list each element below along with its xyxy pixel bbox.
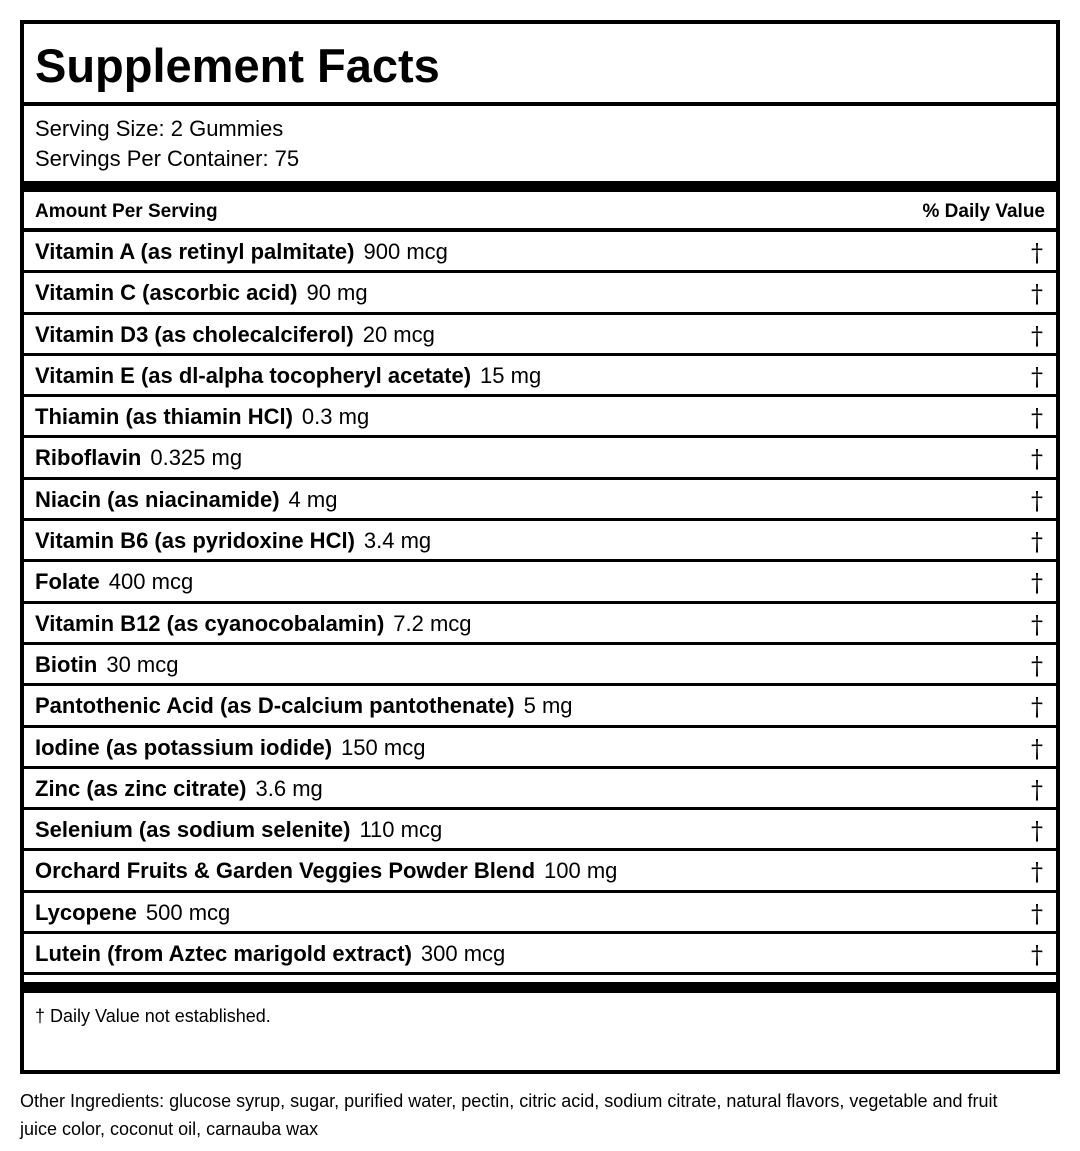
nutrient-row bbox=[24, 645, 1056, 686]
nutrient-amount: 100 mg bbox=[544, 858, 618, 884]
amount-per-serving-header: Amount Per Serving bbox=[35, 201, 218, 222]
daily-value-dagger: † bbox=[1031, 734, 1043, 763]
daily-value-dagger: † bbox=[1031, 486, 1043, 515]
daily-value-dagger: † bbox=[1031, 528, 1043, 557]
nutrient-amount: 150 mcg bbox=[341, 734, 426, 760]
nutrient-name: Folate bbox=[35, 569, 100, 595]
nutrient-amount: 0.325 mg bbox=[150, 445, 243, 471]
nutrient-row bbox=[24, 934, 1056, 975]
nutrient-label bbox=[35, 941, 505, 967]
panel-title: Supplement Facts bbox=[35, 39, 440, 92]
nutrient-name: Biotin bbox=[35, 651, 98, 677]
nutrient-row bbox=[24, 315, 1056, 356]
daily-value-dagger: † bbox=[1031, 941, 1043, 970]
nutrient-row bbox=[24, 769, 1056, 810]
supplement-facts-panel bbox=[20, 20, 1060, 1074]
nutrient-amount: 5 mg bbox=[523, 693, 573, 719]
daily-value-dagger: † bbox=[1031, 362, 1043, 391]
nutrient-label bbox=[35, 404, 369, 430]
divider bbox=[24, 102, 1056, 106]
daily-value-dagger: † bbox=[1031, 899, 1043, 928]
daily-value-dagger: † bbox=[1031, 239, 1043, 267]
nutrient-amount: 0.3 mg bbox=[301, 404, 370, 430]
nutrient-row bbox=[24, 851, 1056, 892]
nutrient-name: Vitamin B6 (as pyridoxine HCl) bbox=[35, 528, 355, 554]
nutrient-amount: 20 mcg bbox=[362, 321, 435, 347]
nutrient-label bbox=[35, 528, 431, 554]
nutrient-row bbox=[24, 810, 1056, 851]
nutrient-label bbox=[35, 652, 178, 678]
nutrient-row bbox=[24, 273, 1056, 314]
nutrient-label bbox=[35, 239, 448, 265]
nutrient-row bbox=[24, 356, 1056, 397]
nutrient-row bbox=[24, 397, 1056, 438]
serving-size: Serving Size: 2 Gummies bbox=[35, 116, 284, 141]
nutrient-label bbox=[35, 487, 337, 513]
nutrient-row bbox=[24, 893, 1056, 934]
other-ingredients: Other Ingredients: glucose syrup, sugar, purified water, pectin, citric acid, sodium citrate, natural flavors, vegetable and fruit juice color, coconut oil, carnauba wax bbox=[20, 1091, 998, 1139]
nutrient-name: Lutein (from Aztec marigold extract) bbox=[35, 941, 412, 967]
nutrient-label bbox=[35, 858, 617, 884]
daily-value-dagger: † bbox=[1031, 651, 1043, 680]
nutrient-amount: 7.2 mcg bbox=[393, 610, 472, 636]
daily-value-dagger: † bbox=[1031, 404, 1043, 433]
nutrient-amount: 500 mcg bbox=[145, 899, 231, 925]
nutrient-row bbox=[24, 521, 1056, 562]
nutrient-name: Iodine (as potassium iodide) bbox=[35, 734, 333, 760]
daily-value-dagger: † bbox=[1031, 610, 1043, 639]
nutrient-list bbox=[24, 232, 1056, 975]
daily-value-dagger: † bbox=[1031, 817, 1043, 846]
nutrient-label bbox=[35, 445, 242, 471]
servings-per-container: Servings Per Container: 75 bbox=[35, 146, 300, 171]
daily-value-dagger: † bbox=[1031, 569, 1043, 598]
nutrient-name: Vitamin B12 (as cyanocobalamin) bbox=[35, 610, 385, 636]
nutrient-label bbox=[35, 735, 425, 761]
nutrient-name: Lycopene bbox=[35, 899, 137, 925]
nutrient-row bbox=[24, 686, 1056, 727]
nutrient-amount: 3.4 mg bbox=[363, 528, 432, 554]
daily-value-dagger: † bbox=[1031, 775, 1043, 804]
nutrient-row bbox=[24, 728, 1056, 769]
column-header bbox=[35, 199, 1045, 225]
thick-divider bbox=[24, 181, 1056, 192]
nutrient-amount: 30 mcg bbox=[106, 651, 179, 677]
nutrient-name: Niacin (as niacinamide) bbox=[35, 486, 280, 512]
nutrient-label bbox=[35, 322, 435, 348]
nutrient-amount: 900 mcg bbox=[363, 239, 448, 264]
nutrient-name: Vitamin A (as retinyl palmitate) bbox=[35, 239, 355, 264]
nutrient-row bbox=[24, 438, 1056, 479]
daily-value-dagger: † bbox=[1031, 280, 1043, 309]
nutrient-amount: 15 mg bbox=[480, 362, 542, 388]
nutrient-label bbox=[35, 776, 323, 802]
daily-value-dagger: † bbox=[1031, 858, 1043, 887]
nutrient-name: Thiamin (as thiamin HCl) bbox=[35, 404, 293, 430]
nutrient-label bbox=[35, 280, 368, 306]
thick-divider bbox=[24, 982, 1056, 993]
nutrient-row bbox=[24, 562, 1056, 603]
nutrient-row bbox=[24, 604, 1056, 645]
nutrient-label bbox=[35, 817, 442, 843]
nutrient-label bbox=[35, 569, 193, 595]
daily-value-dagger: † bbox=[1031, 693, 1043, 722]
nutrient-amount: 110 mcg bbox=[359, 817, 443, 843]
nutrient-row bbox=[24, 480, 1056, 521]
nutrient-amount: 90 mg bbox=[306, 280, 368, 306]
nutrient-amount: 300 mcg bbox=[420, 941, 506, 967]
nutrient-name: Riboflavin bbox=[35, 445, 142, 471]
nutrient-name: Zinc (as zinc citrate) bbox=[35, 775, 247, 801]
daily-value-dagger: † bbox=[1031, 445, 1043, 474]
nutrient-label bbox=[35, 900, 230, 926]
nutrient-amount: 400 mcg bbox=[108, 569, 194, 595]
nutrient-name: Pantothenic Acid (as D-calcium pantothenate) bbox=[35, 693, 515, 719]
nutrient-label bbox=[35, 611, 472, 637]
nutrient-row bbox=[24, 232, 1056, 273]
nutrient-label bbox=[35, 693, 573, 719]
daily-value-dagger: † bbox=[1031, 321, 1043, 350]
nutrient-label bbox=[35, 363, 541, 389]
nutrient-amount: 4 mg bbox=[288, 486, 338, 512]
nutrient-name: Vitamin E (as dl-alpha tocopheryl acetate) bbox=[35, 362, 472, 388]
nutrient-name: Selenium (as sodium selenite) bbox=[35, 817, 351, 843]
nutrient-name: Orchard Fruits & Garden Veggies Powder Blend bbox=[35, 858, 536, 884]
nutrient-name: Vitamin D3 (as cholecalciferol) bbox=[35, 321, 354, 347]
nutrient-amount: 3.6 mg bbox=[255, 775, 323, 801]
daily-value-footnote: † Daily Value not established. bbox=[35, 1006, 271, 1026]
daily-value-header: % Daily Value bbox=[922, 201, 1045, 222]
nutrient-name: Vitamin C (ascorbic acid) bbox=[35, 280, 298, 306]
